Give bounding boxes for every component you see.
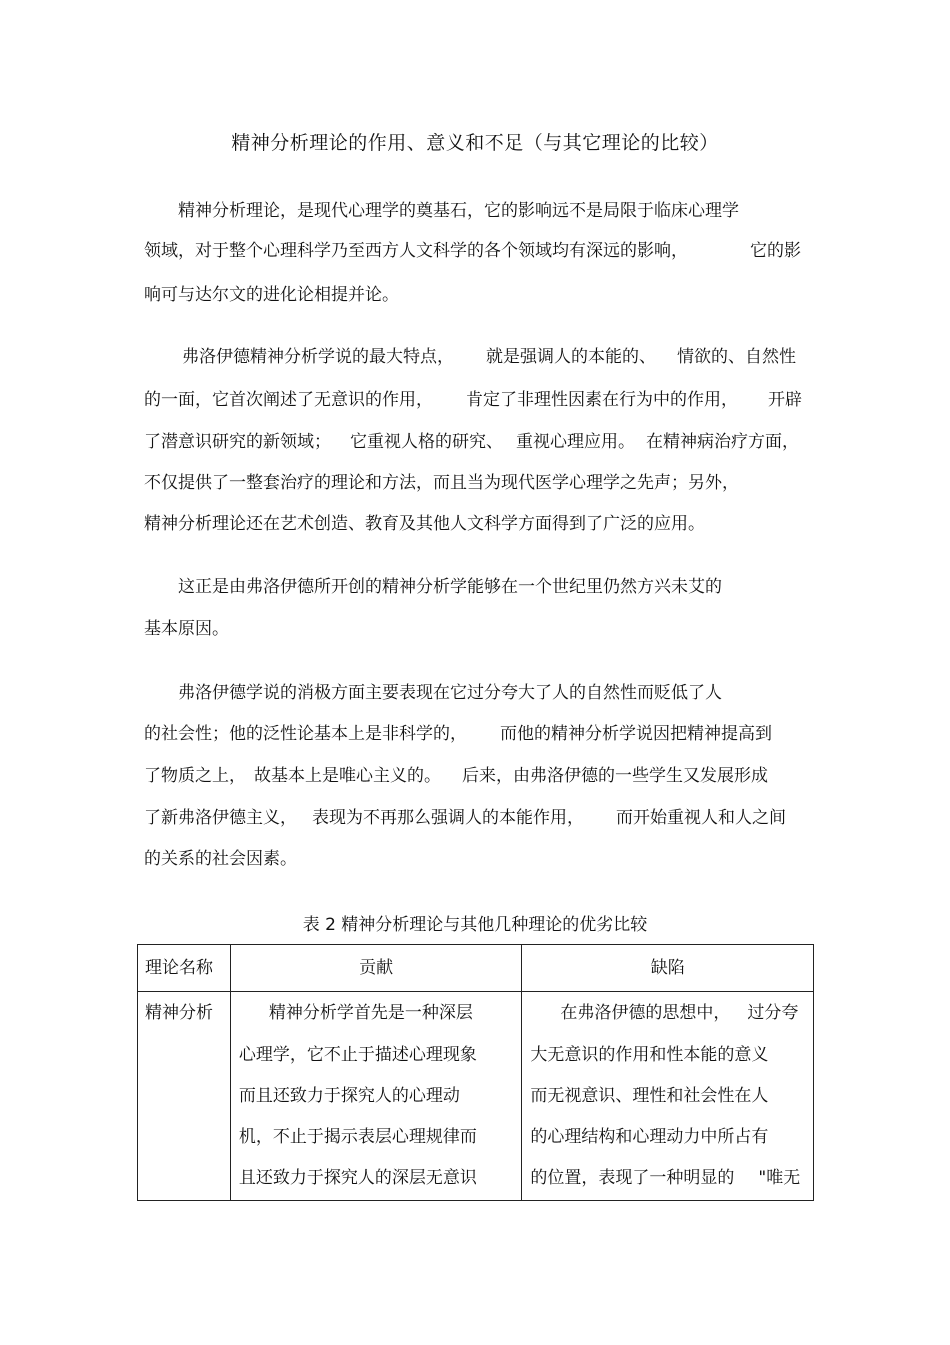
cell-text: "唯无	[758, 1168, 801, 1188]
cell-text: 心理学，它不止于描述心理现象	[238, 1045, 477, 1065]
paragraph-line: 基本原因。	[144, 619, 229, 639]
paragraph-line: 响可与达尔文的进化论相提并论。	[144, 285, 399, 305]
cell-text: 而且还致力于探究人的心理动	[238, 1086, 460, 1106]
paragraph-line: 它的影	[750, 241, 801, 261]
paragraph-line: 了物质之上，	[144, 766, 246, 786]
paragraph-line: 而他的精神分析学说因把精神提高到	[500, 724, 772, 744]
header-theory-name: 理论名称	[138, 945, 231, 992]
header-contribution: 贡献	[230, 945, 522, 992]
paragraph-line: 精神分析理论还在艺术创造、教育及其他人文科学方面得到了广泛的应用。	[144, 514, 705, 534]
paragraph-line: 精神分析理论，是现代心理学的奠基石，它的影响远不是局限于临床心理学	[178, 201, 739, 221]
cell-text: 精神分析	[145, 1003, 213, 1023]
paragraph-line: 领域，对于整个心理科学乃至西方人文科学的各个领域均有深远的影响，	[144, 241, 688, 261]
paragraph-line: 表现为不再那么强调人的本能作用，	[312, 808, 584, 828]
paragraph-line: 重视心理应用。	[516, 432, 635, 452]
paragraph-line: 它重视人格的研究、	[350, 432, 503, 452]
cell-theory-name	[138, 992, 231, 1201]
paragraph-line: 在精神病治疗方面，	[646, 432, 799, 452]
paragraph-line: 故基本上是唯心主义的。	[254, 766, 441, 786]
cell-text: 的位置，表现了一种明显的	[530, 1168, 735, 1188]
comparison-table	[137, 944, 814, 1201]
paragraph-line: 就是强调人的本能的、	[486, 347, 656, 367]
table-caption: 表 2 精神分析理论与其他几种理论的优劣比较	[302, 915, 648, 935]
cell-text: 过分夸	[747, 1003, 799, 1023]
table-row	[138, 992, 814, 1201]
paragraph-line: 肯定了非理性因素在行为中的作用，	[466, 390, 738, 410]
paragraph-line: 弗洛伊德精神分析学说的最大特点，	[182, 347, 454, 367]
cell-text: 大无意识的作用和性本能的意义	[530, 1045, 769, 1065]
paragraph-line: 的关系的社会因素。	[144, 849, 297, 869]
paragraph-line: 弗洛伊德学说的消极方面主要表现在它过分夸大了人的自然性而贬低了人	[178, 683, 722, 703]
cell-text: 机，不止于揭示表层心理规律而	[238, 1127, 477, 1147]
paragraph-line: 的一面，它首次阐述了无意识的作用，	[144, 390, 433, 410]
header-defect: 缺陷	[522, 945, 814, 992]
document-title: 精神分析理论的作用、意义和不足（与其它理论的比较）	[231, 132, 719, 154]
paragraph-line: 而开始重视人和人之间	[616, 808, 786, 828]
paragraph-line: 情欲的、自然性	[677, 347, 796, 367]
cell-text: 的心理结构和心理动力中所占有	[530, 1127, 769, 1147]
cell-text: 精神分析学首先是一种深层	[268, 1003, 473, 1023]
cell-text: 在弗洛伊德的思想中，	[560, 1003, 731, 1023]
cell-text: 而无视意识、理性和社会性在人	[530, 1086, 769, 1106]
paragraph-line: 了潜意识研究的新领域；	[144, 432, 331, 452]
paragraph-line: 不仅提供了一整套治疗的理论和方法，而且当为现代医学心理学之先声；另外，	[144, 473, 739, 493]
table-header-row	[138, 945, 814, 992]
paragraph-line: 开辟	[768, 390, 802, 410]
paragraph-line: 这正是由弗洛伊德所开创的精神分析学能够在一个世纪里仍然方兴未艾的	[178, 577, 722, 597]
paragraph-line: 了新弗洛伊德主义，	[144, 808, 297, 828]
cell-defect	[522, 992, 814, 1201]
paragraph-line: 的社会性；他的泛性论基本上是非科学的，	[144, 724, 467, 744]
paragraph-line: 后来，由弗洛伊德的一些学生又发展形成	[462, 766, 768, 786]
cell-contribution	[230, 992, 522, 1201]
cell-text: 且还致力于探究人的深层无意识	[238, 1168, 477, 1188]
